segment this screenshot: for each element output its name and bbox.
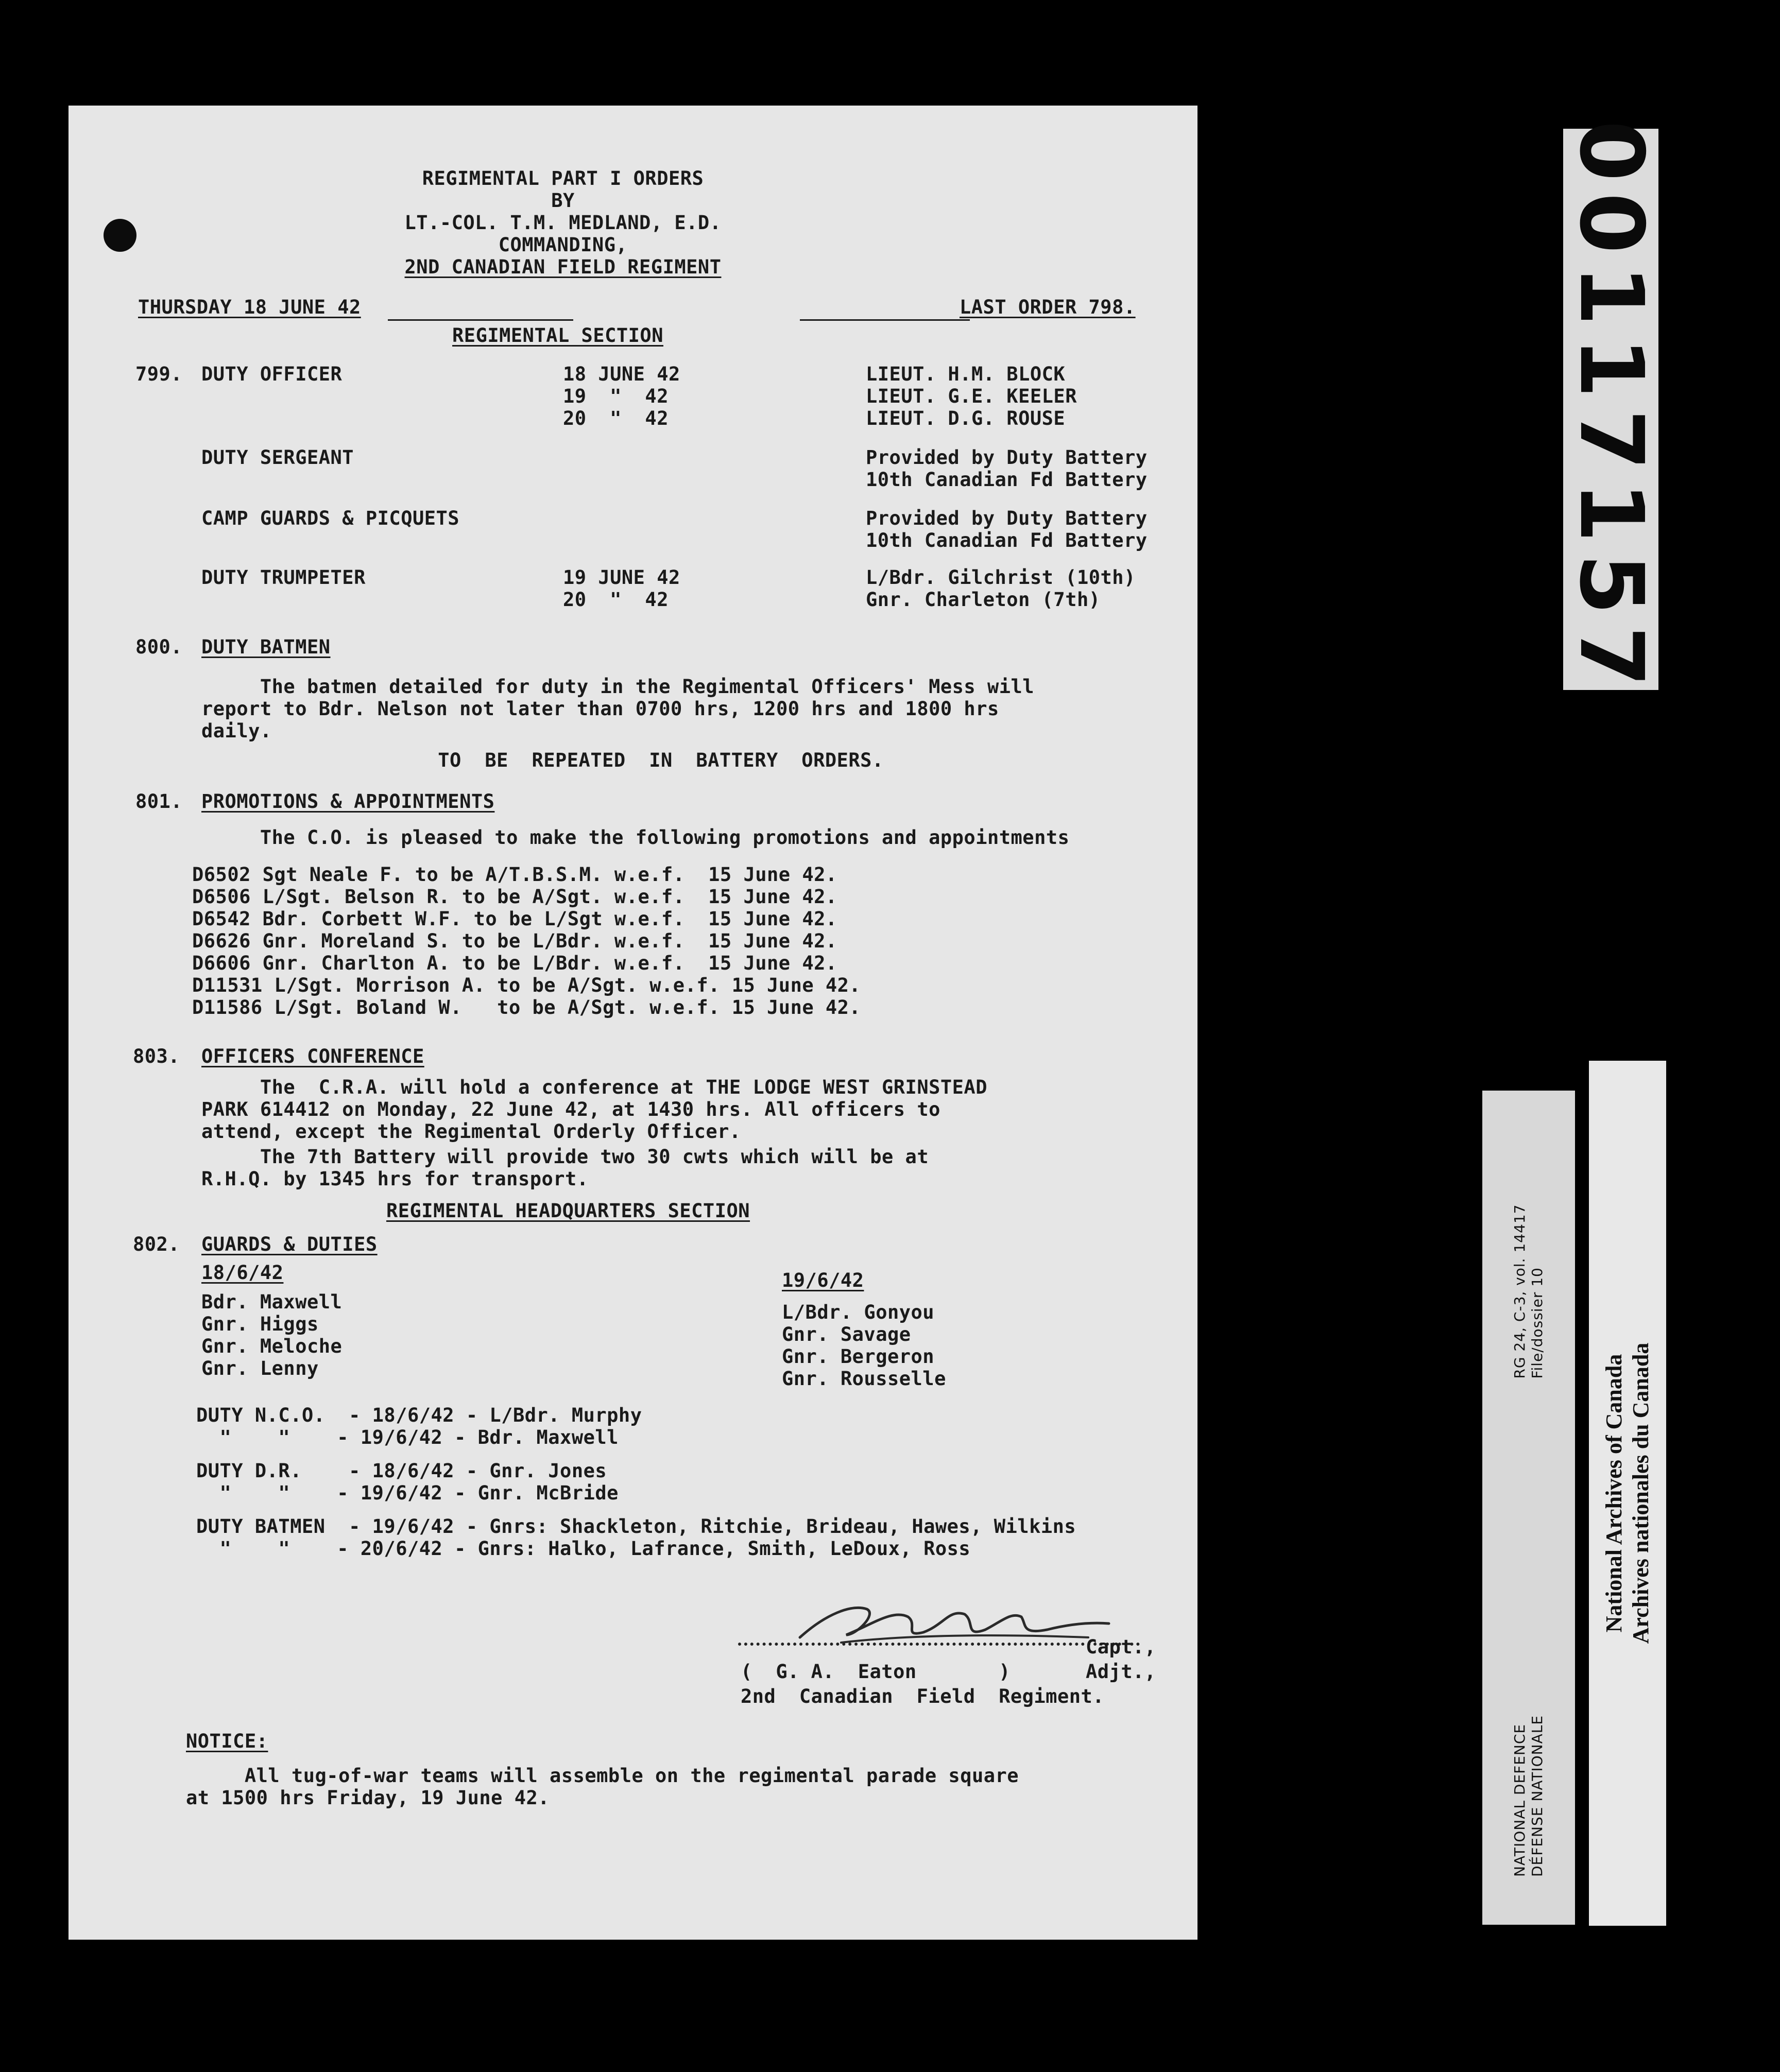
promotions-intro: The C.O. is pleased to make the following promotions and appointments — [201, 826, 1070, 849]
duty-row: DUTY D.R. - 18/6/42 - Gnr. Jones — [196, 1460, 607, 1482]
signatory-unit: 2nd Canadian Field Regiment. — [741, 1685, 1105, 1707]
duty-batmen-text: report to Bdr. Nelson not later than 0700 hrs, 1200 hrs and 1800 hrs — [201, 698, 999, 720]
guard-name: L/Bdr. Gonyou — [782, 1301, 935, 1323]
promotion-row: D6506 L/Sgt. Belson R. to be A/Sgt. w.e.f. 15 June 42. — [192, 886, 837, 908]
duty-officer-name: LIEUT. G.E. KEELER — [866, 385, 1077, 407]
guard-name: Bdr. Maxwell — [201, 1291, 343, 1313]
last-order-rule — [800, 319, 970, 321]
header-title: REGIMENTAL PART I ORDERS — [422, 167, 704, 189]
camp-guards-label: CAMP GUARDS & PICQUETS — [201, 507, 460, 529]
guards-duties-heading: GUARDS & DUTIES — [201, 1233, 378, 1255]
promotion-row: D6626 Gnr. Moreland S. to be L/Bdr. w.e.f. 15 June 42. — [192, 930, 837, 952]
guards-date-19: 19/6/42 — [782, 1269, 864, 1291]
signatory-appointment: Adjt., — [1086, 1661, 1156, 1683]
header-regiment: 2ND CANADIAN FIELD REGIMENT — [404, 256, 722, 278]
order-number-801: 801. — [135, 790, 183, 813]
promotions-heading: PROMOTIONS & APPOINTMENTS — [201, 790, 495, 813]
signatory-rank: Capt., — [1086, 1636, 1156, 1658]
national-archives-label — [1589, 1061, 1666, 1926]
order-number-802: 802. — [133, 1233, 180, 1255]
duty-officer-date: 20 " 42 — [563, 407, 669, 429]
duty-officer-name: LIEUT. H.M. BLOCK — [866, 363, 1066, 385]
duty-row: DUTY BATMEN - 19/6/42 - Gnrs: Shackleton, Ritchie, Brideau, Hawes, Wilkins — [196, 1515, 1076, 1538]
guards-date-18: 18/6/42 — [201, 1262, 284, 1284]
order-sheet — [69, 106, 1197, 1940]
guard-name: Gnr. Meloche — [201, 1335, 343, 1357]
archive-frame-number: 00117157 — [1560, 120, 1662, 699]
order-date: THURSDAY 18 JUNE 42 — [138, 296, 361, 318]
last-order: LAST ORDER 798. — [960, 296, 1136, 318]
duty-trumpeter-name: L/Bdr. Gilchrist (10th) — [866, 566, 1136, 589]
duty-row: " " - 20/6/42 - Gnrs: Halko, Lafrance, Smith, LeDoux, Ross — [196, 1538, 971, 1560]
duty-officer-date: 19 " 42 — [563, 385, 669, 407]
rhq-section-heading: REGIMENTAL HEADQUARTERS SECTION — [386, 1200, 750, 1222]
guard-name: Gnr. Rousselle — [782, 1368, 946, 1390]
guard-name: Gnr. Lenny — [201, 1357, 319, 1379]
promotion-row: D6606 Gnr. Charlton A. to be L/Bdr. w.e.f. 15 June 42. — [192, 952, 837, 974]
conference-text: The C.R.A. will hold a conference at THE LODGE WEST GRINSTEAD — [201, 1076, 987, 1098]
notice-text: at 1500 hrs Friday, 19 June 42. — [186, 1787, 550, 1809]
signatory-name: ( G. A. Eaton ) — [741, 1661, 1011, 1683]
duty-trumpeter-date: 19 JUNE 42 — [563, 566, 680, 589]
duty-officer-date: 18 JUNE 42 — [563, 363, 680, 385]
signature-dotted-line — [738, 1643, 1140, 1646]
notice-heading: NOTICE: — [186, 1730, 268, 1752]
camp-guards-provider: Provided by Duty Battery — [866, 507, 1148, 529]
conference-text: The 7th Battery will provide two 30 cwts which will be at — [201, 1146, 929, 1168]
archive-reference: RG 24, C-3, vol. 14417 File/dossier 10 — [1511, 1204, 1546, 1379]
order-number-803: 803. — [133, 1045, 180, 1067]
conference-text: attend, except the Regimental Orderly Officer. — [201, 1120, 741, 1143]
duty-row: DUTY N.C.O. - 18/6/42 - L/Bdr. Murphy — [196, 1404, 642, 1426]
duty-batmen-text: The batmen detailed for duty in the Regimental Officers' Mess will — [201, 676, 1035, 698]
duty-batmen-text: daily. — [201, 720, 272, 742]
duty-row: " " - 19/6/42 - Gnr. McBride — [196, 1482, 619, 1504]
national-archives-name: National Archives of Canada Archives nationales du Canada — [1601, 1342, 1653, 1644]
conference-text: PARK 614412 on Monday, 22 June 42, at 1430 hrs. All officers to — [201, 1098, 940, 1120]
promotion-row: D11531 L/Sgt. Morrison A. to be A/Sgt. w.e.f. 15 June 42. — [192, 974, 861, 996]
duty-officer-label: DUTY OFFICER — [201, 363, 343, 385]
punch-hole — [104, 219, 136, 252]
department-label: NATIONAL DEFENCE DÉFENSE NATIONALE — [1511, 1715, 1546, 1877]
date-rule — [388, 319, 573, 321]
conference-text: R.H.Q. by 1345 hrs for transport. — [201, 1168, 589, 1190]
notice-text: All tug-of-war teams will assemble on the regimental parade square — [186, 1765, 1019, 1787]
duty-sergeant-label: DUTY SERGEANT — [201, 446, 354, 469]
header-commander: LT.-COL. T.M. MEDLAND, E.D. — [404, 212, 722, 234]
promotion-row: D6502 Sgt Neale F. to be A/T.B.S.M. w.e.f. 15 June 42. — [192, 864, 837, 886]
duty-trumpeter-label: DUTY TRUMPETER — [201, 566, 366, 589]
duty-row: " " - 19/6/42 - Bdr. Maxwell — [196, 1426, 619, 1448]
duty-sergeant-provider: 10th Canadian Fd Battery — [866, 469, 1148, 491]
archive-reference-label — [1482, 1091, 1575, 1925]
camp-guards-provider: 10th Canadian Fd Battery — [866, 529, 1148, 551]
duty-trumpeter-name: Gnr. Charleton (7th) — [866, 589, 1101, 611]
duty-officer-name: LIEUT. D.G. ROUSE — [866, 407, 1066, 429]
guard-name: Gnr. Higgs — [201, 1313, 319, 1335]
order-number-800: 800. — [135, 636, 183, 658]
guard-name: Gnr. Savage — [782, 1323, 911, 1345]
order-number-799: 799. — [135, 363, 183, 385]
repeat-in-battery-orders: TO BE REPEATED IN BATTERY ORDERS. — [438, 749, 884, 771]
duty-sergeant-provider: Provided by Duty Battery — [866, 446, 1148, 469]
promotion-row: D11586 L/Sgt. Boland W. to be A/Sgt. w.e.f. 15 June 42. — [192, 996, 861, 1018]
duty-batmen-heading: DUTY BATMEN — [201, 636, 331, 658]
header-commanding: COMMANDING, — [498, 234, 628, 256]
regimental-section-heading: REGIMENTAL SECTION — [452, 324, 663, 347]
promotion-row: D6542 Bdr. Corbett W.F. to be L/Sgt w.e.f. 15 June 42. — [192, 908, 837, 930]
guard-name: Gnr. Bergeron — [782, 1345, 935, 1368]
header-by: BY — [551, 189, 575, 212]
duty-trumpeter-date: 20 " 42 — [563, 589, 669, 611]
officers-conference-heading: OFFICERS CONFERENCE — [201, 1045, 424, 1067]
